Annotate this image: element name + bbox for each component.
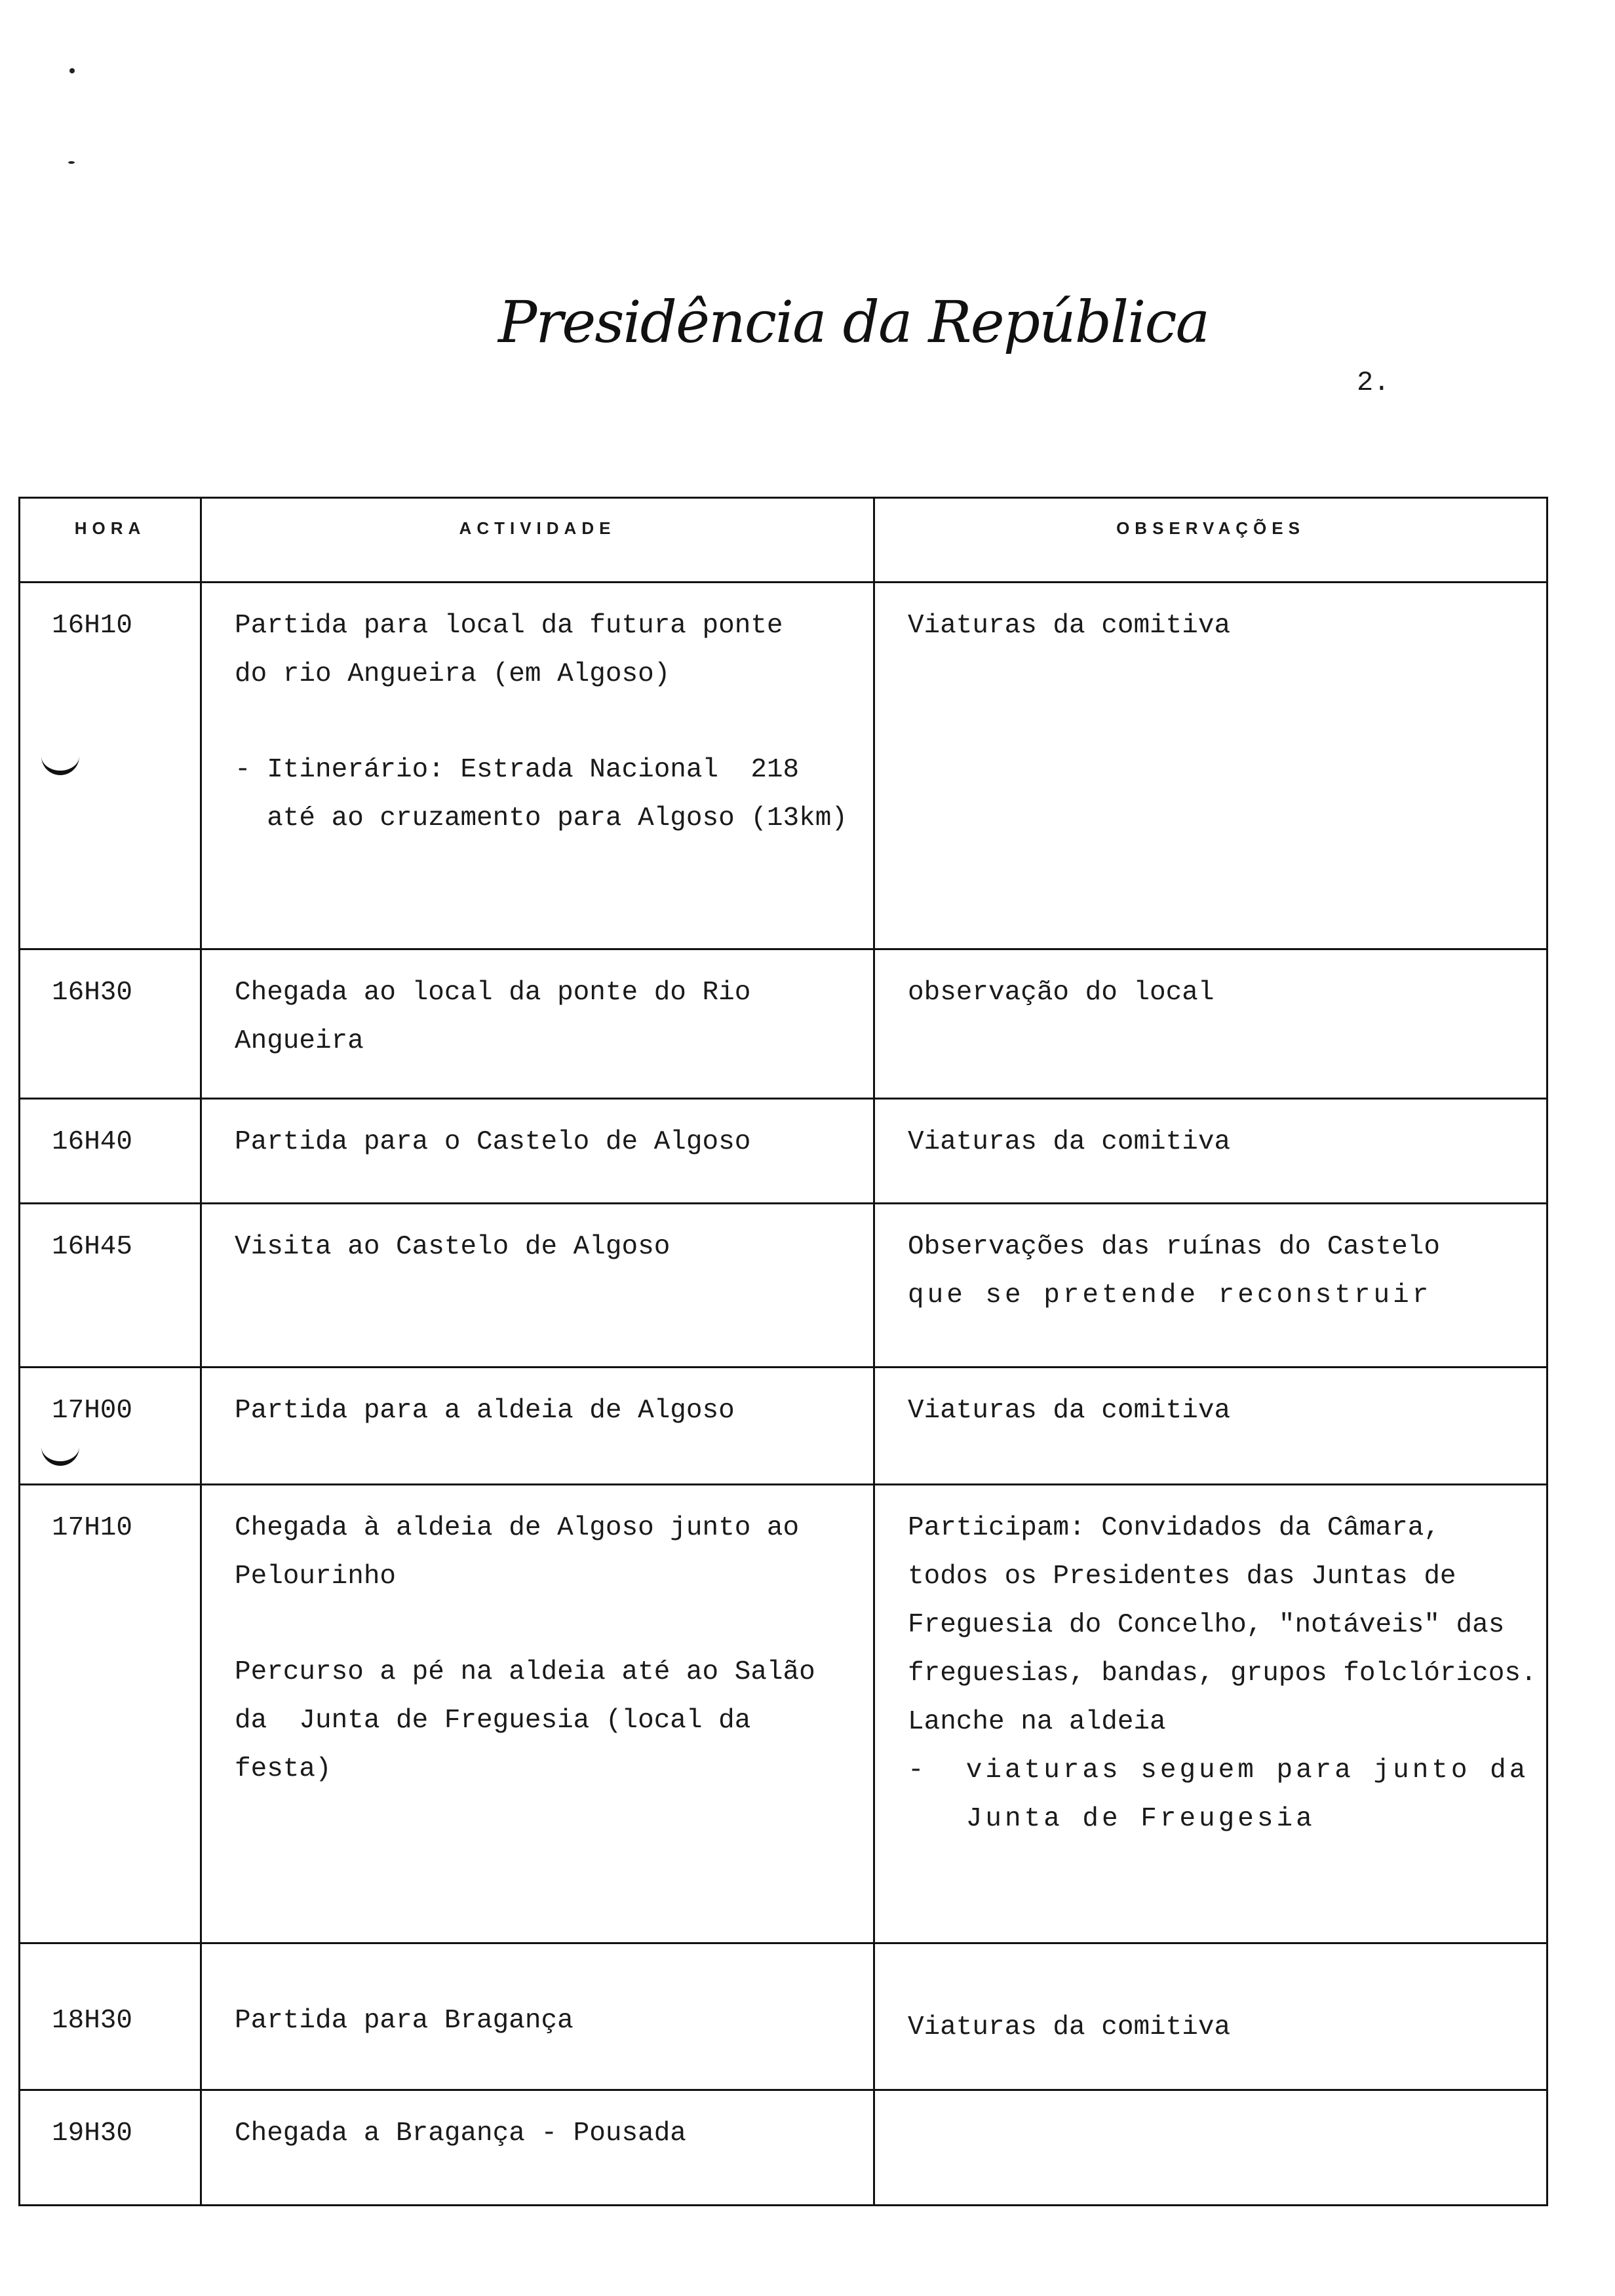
activity-cell	[201, 1368, 874, 1485]
activity-cell	[201, 1204, 874, 1368]
observation-line: Junta de Freugesia	[908, 1804, 1315, 1834]
time-value: 16H45	[52, 1232, 133, 1262]
table-row	[20, 1943, 1547, 2090]
time-value: 16H30	[52, 978, 133, 1008]
activity-line: da Junta de Freguesia (local da	[235, 1706, 751, 1736]
activity-cell	[201, 949, 874, 1099]
table-row	[20, 1485, 1547, 1943]
scan-speck	[69, 68, 75, 73]
observation-cell	[874, 949, 1547, 1099]
observation-line: Viaturas da comitiva	[908, 2012, 1231, 2042]
observation-line: - viaturas seguem para junto da	[908, 1755, 1529, 1786]
activity-line: Partida para o Castelo de Algoso	[235, 1127, 751, 1157]
activity-line: do rio Angueira (em Algoso)	[235, 659, 671, 689]
table-row	[20, 1204, 1547, 1368]
activity-cell	[201, 1943, 874, 2090]
observation-line: observação do local	[908, 978, 1215, 1008]
observation-line: Lanche na aldeia	[908, 1707, 1166, 1737]
activity-cell	[201, 583, 874, 949]
activity-cell	[201, 1485, 874, 1943]
observation-line: Viaturas da comitiva	[908, 1396, 1231, 1426]
table-row	[20, 1368, 1547, 1485]
column-header-actividade: ACTIVIDADE	[201, 498, 874, 583]
activity-line: Chegada ao local da ponte do Rio	[235, 978, 751, 1008]
time-value: 19H30	[52, 2118, 133, 2149]
observation-cell	[874, 1485, 1547, 1943]
time-cell	[20, 2090, 201, 2206]
observation-cell	[874, 2090, 1547, 2206]
table-row	[20, 2090, 1547, 2206]
observation-line: Viaturas da comitiva	[908, 611, 1231, 641]
activity-line: Percurso a pé na aldeia até ao Salão	[235, 1657, 815, 1687]
table-row	[20, 1099, 1547, 1204]
time-cell	[20, 1485, 201, 1943]
time-cell	[20, 1368, 201, 1485]
activity-line: Pelourinho	[235, 1561, 397, 1592]
activity-line: - Itinerário: Estrada Nacional 218	[235, 755, 800, 785]
column-header-hora: HORA	[20, 498, 201, 583]
activity-line: Partida para local da futura ponte	[235, 611, 783, 641]
time-cell	[20, 1204, 201, 1368]
table-row	[20, 583, 1547, 949]
activity-line: Partida para Bragança	[235, 2006, 574, 2036]
observation-line: Observações das ruínas do Castelo	[908, 1232, 1440, 1262]
observation-line: Participam: Convidados da Câmara,	[908, 1513, 1440, 1543]
activity-line: festa)	[235, 1754, 332, 1784]
observation-line: freguesias, bandas, grupos folclóricos.	[908, 1658, 1537, 1689]
column-header-observacoes: OBSERVAÇÕES	[874, 498, 1547, 583]
table-row	[20, 949, 1547, 1099]
activity-cell	[201, 2090, 874, 2206]
observation-cell	[874, 1099, 1547, 1204]
check-mark-icon	[41, 755, 79, 775]
time-value: 17H10	[52, 1513, 133, 1543]
time-value: 16H40	[52, 1127, 133, 1157]
observation-cell	[874, 1943, 1547, 2090]
table-header-row	[20, 498, 1547, 583]
observation-line: que se pretende reconstruir	[908, 1280, 1432, 1311]
letterhead: Presidência da República	[498, 288, 1209, 356]
activity-line: Chegada à aldeia de Algoso junto ao	[235, 1513, 800, 1543]
schedule-table	[18, 497, 1548, 2206]
page-number: 2.	[1357, 367, 1390, 398]
time-value: 16H10	[52, 611, 133, 641]
observation-cell	[874, 583, 1547, 949]
time-cell	[20, 949, 201, 1099]
activity-line: Visita ao Castelo de Algoso	[235, 1232, 671, 1262]
activity-cell	[201, 1099, 874, 1204]
activity-line: Partida para a aldeia de Algoso	[235, 1396, 735, 1426]
observation-cell	[874, 1368, 1547, 1485]
scan-speck	[68, 161, 75, 164]
activity-line: até ao cruzamento para Algoso (13km)	[235, 803, 847, 833]
activity-line: Chegada a Bragança - Pousada	[235, 2118, 686, 2149]
time-cell	[20, 583, 201, 949]
observation-cell	[874, 1204, 1547, 1368]
activity-line: Angueira	[235, 1026, 364, 1056]
time-value: 18H30	[52, 2006, 133, 2036]
check-mark-icon	[41, 1445, 79, 1466]
time-cell	[20, 1943, 201, 2090]
time-value: 17H00	[52, 1396, 133, 1426]
observation-line: todos os Presidentes das Juntas de	[908, 1561, 1456, 1592]
observation-line: Viaturas da comitiva	[908, 1127, 1231, 1157]
time-cell	[20, 1099, 201, 1204]
observation-line: Freguesia do Concelho, "notáveis" das	[908, 1610, 1505, 1640]
